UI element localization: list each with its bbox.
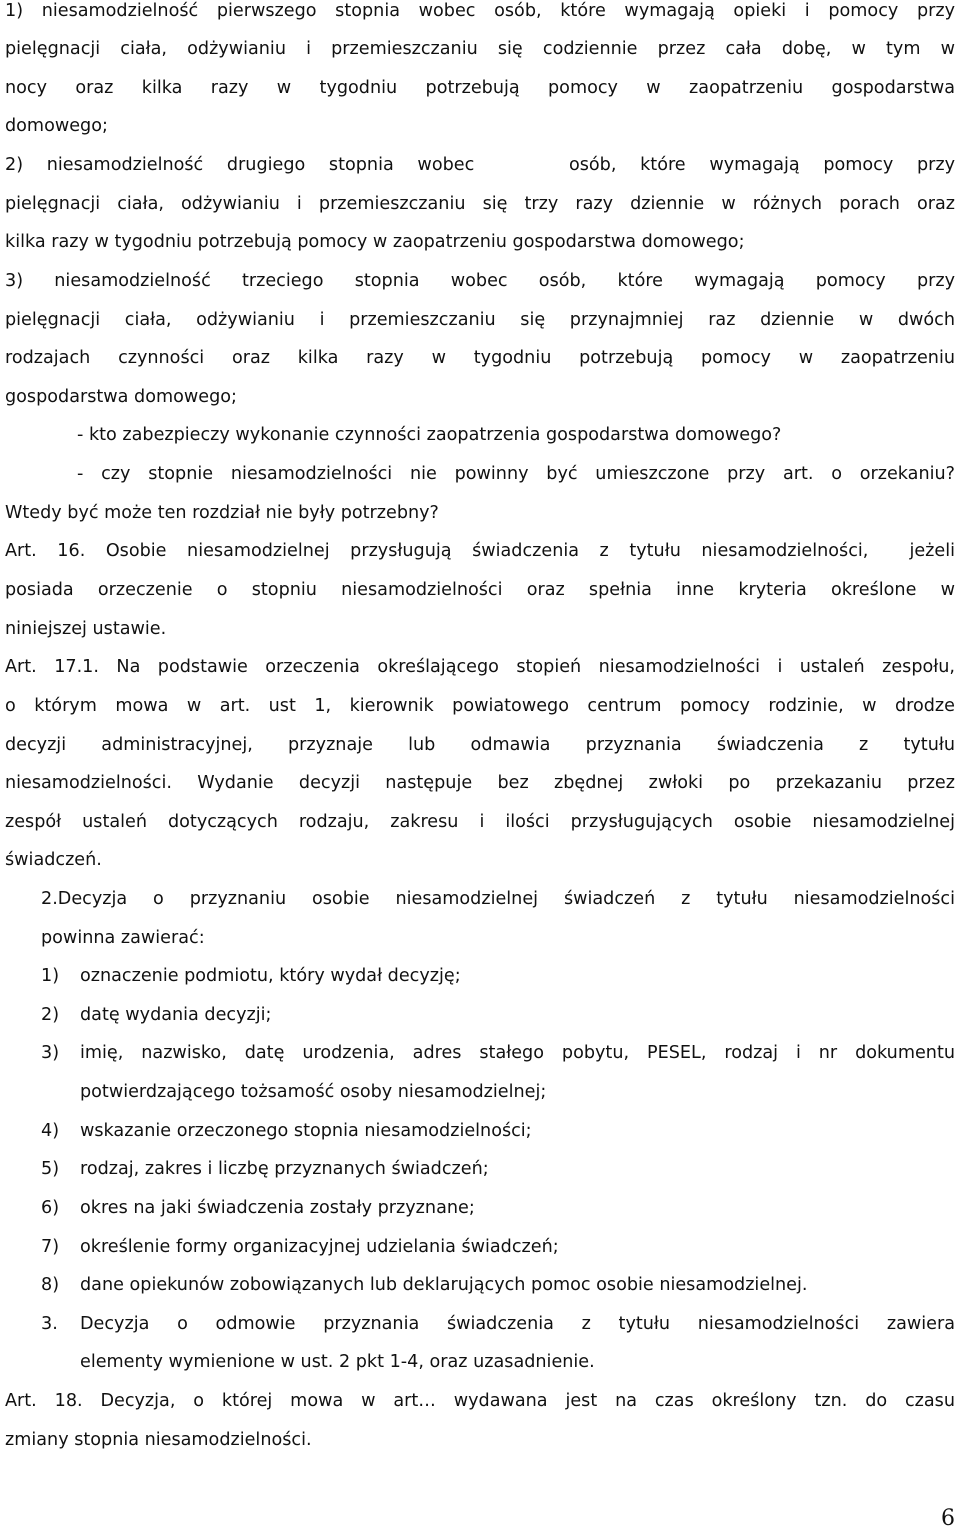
- text-line: gospodarstwa domowego;: [5, 387, 237, 407]
- article-17-line: Art. 17.1. Na podstawie orzeczenia określającego stopień niesamodzielności i ustaleń zespołu,: [5, 657, 955, 677]
- text-line: rodzajach czynności oraz kilka razy w tygodniu potrzebują pomocy w zaopatrzeniu: [5, 348, 955, 368]
- list-item: dane opiekunów zobowiązanych lub deklarujących pomoc osobie niesamodzielnej.: [80, 1275, 808, 1295]
- page-number: 6: [941, 1506, 955, 1531]
- text-line: pielęgnacji ciała, odżywianiu i przemieszczaniu się trzy razy dziennie w różnych porach oraz: [5, 194, 955, 214]
- article-16-line: Art. 16. Osobie niesamodzielnej przysługują świadczenia z tytułu niesamodzielności, jeżeli: [5, 541, 955, 561]
- list-number: 3): [41, 1043, 60, 1063]
- point-3-line: Decyzja o odmowie przyznania świadczenia z tytułu niesamodzielności zawiera: [80, 1314, 955, 1334]
- list-number: 7): [41, 1237, 60, 1257]
- text-line: nocy oraz kilka razy w tygodniu potrzebują pomocy w zaopatrzeniu gospodarstwa: [5, 78, 955, 98]
- list-item: okres na jaki świadczenia zostały przyznane;: [80, 1198, 475, 1218]
- article-18-line: zmiany stopnia niesamodzielności.: [5, 1430, 312, 1450]
- list-item: imię, nazwisko, datę urodzenia, adres stałego pobytu, PESEL, rodzaj i nr dokumentu: [80, 1043, 955, 1063]
- text-line: 2) niesamodzielność drugiego stopnia wobec osób, które wymagają pomocy przy: [5, 155, 955, 175]
- list-item: potwierdzającego tożsamość osoby niesamodzielnej;: [80, 1082, 547, 1102]
- comment-line: - czy stopnie niesamodzielności nie powinny być umieszczone przy art. o orzekaniu?: [77, 464, 955, 484]
- list-item: wskazanie orzeczonego stopnia niesamodzielności;: [80, 1121, 532, 1141]
- point-2-line: powinna zawierać:: [41, 928, 205, 948]
- article-17-line: o którym mowa w art. ust 1, kierownik powiatowego centrum pomocy rodzinie, w drodze: [5, 696, 955, 716]
- list-number: 2): [41, 1005, 60, 1025]
- text-line: domowego;: [5, 116, 108, 136]
- article-17-line: zespół ustaleń dotyczących rodzaju, zakresu i ilości przysługujących osobie niesamodzielnej: [5, 812, 955, 832]
- text-line: 1) niesamodzielność pierwszego stopnia wobec osób, które wymagają opieki i pomocy przy: [5, 1, 955, 21]
- text-line: kilka razy w tygodniu potrzebują pomocy w zaopatrzeniu gospodarstwa domowego;: [5, 232, 745, 252]
- article-17-line: decyzji administracyjnej, przyznaje lub odmawia przyznania świadczenia z tytułu: [5, 735, 955, 755]
- point-2-line: 2.Decyzja o przyznaniu osobie niesamodzielnej świadczeń z tytułu niesamodzielności: [41, 889, 955, 909]
- comment-line: Wtedy być może ten rozdział nie były potrzebny?: [5, 503, 439, 523]
- article-16-line: niniejszej ustawie.: [5, 619, 167, 639]
- comment-line: - kto zabezpieczy wykonanie czynności zaopatrzenia gospodarstwa domowego?: [77, 425, 782, 445]
- list-number: 6): [41, 1198, 60, 1218]
- list-number: 5): [41, 1159, 60, 1179]
- text-line: pielęgnacji ciała, odżywianiu i przemieszczaniu się przynajmniej raz dziennie w dwóch: [5, 310, 955, 330]
- text-line: pielęgnacji ciała, odżywianiu i przemieszczaniu się codziennie przez cała dobę, w tym w: [5, 39, 955, 59]
- point-3-number: 3.: [41, 1314, 58, 1334]
- list-item: oznaczenie podmiotu, który wydał decyzję;: [80, 966, 461, 986]
- article-16-line: posiada orzeczenie o stopniu niesamodzielności oraz spełnia inne kryteria określone w: [5, 580, 955, 600]
- point-3-line: elementy wymienione w ust. 2 pkt 1-4, oraz uzasadnienie.: [80, 1352, 595, 1372]
- list-number: 4): [41, 1121, 60, 1141]
- article-17-line: świadczeń.: [5, 850, 102, 870]
- list-number: 8): [41, 1275, 60, 1295]
- list-item: rodzaj, zakres i liczbę przyznanych świadczeń;: [80, 1159, 489, 1179]
- article-17-line: niesamodzielności. Wydanie decyzji następuje bez zbędnej zwłoki po przekazaniu przez: [5, 773, 955, 793]
- text-line: 3) niesamodzielność trzeciego stopnia wobec osób, które wymagają pomocy przy: [5, 271, 955, 291]
- list-item: określenie formy organizacyjnej udzielania świadczeń;: [80, 1237, 559, 1257]
- list-number: 1): [41, 966, 60, 986]
- article-18-line: Art. 18. Decyzja, o której mowa w art… wydawana jest na czas określony tzn. do czasu: [5, 1391, 955, 1411]
- list-item: datę wydania decyzji;: [80, 1005, 272, 1025]
